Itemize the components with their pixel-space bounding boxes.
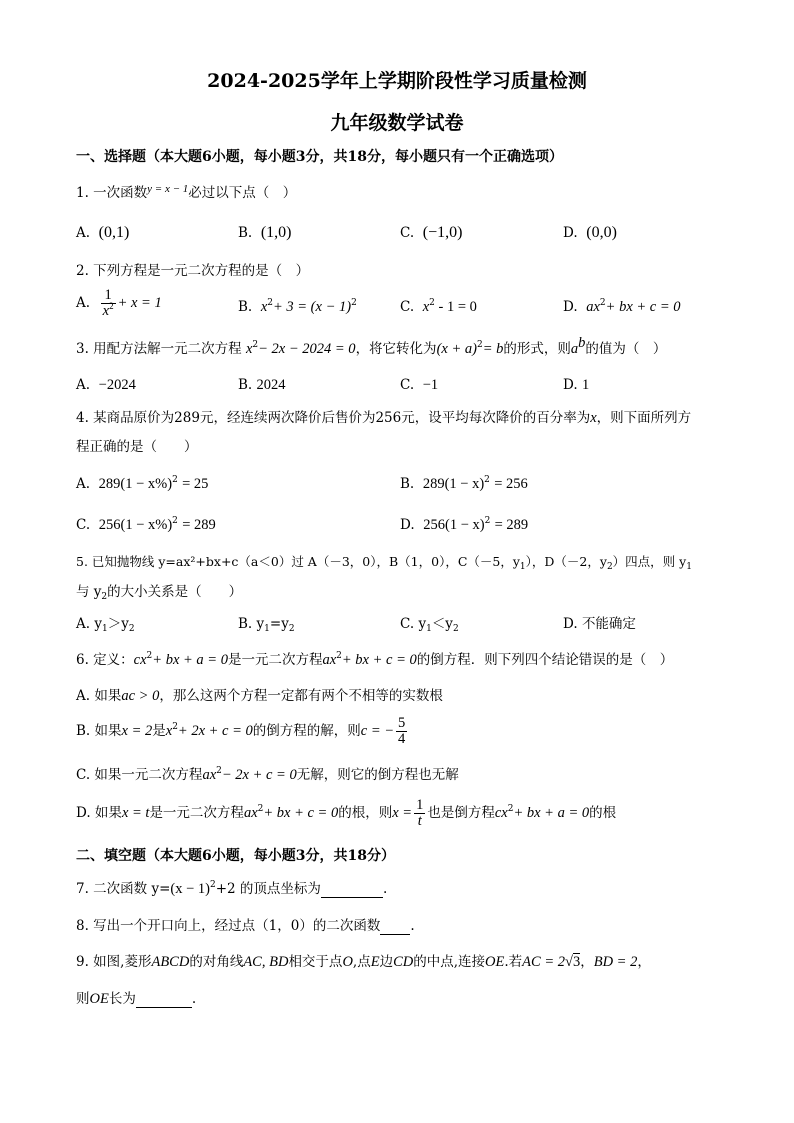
question-8 bbox=[76, 917, 415, 935]
question-5-stem-line2 bbox=[76, 583, 242, 601]
q5-sub4: 2 bbox=[101, 592, 108, 602]
q3-option-c-value: −1 bbox=[422, 377, 439, 393]
q6-a-post: ，那么这两个方程一定都有两个不相等的实数根 bbox=[159, 688, 443, 704]
q8-answer-blank[interactable] bbox=[380, 920, 410, 935]
q4-a-expr: 289(1 − x%) bbox=[98, 476, 173, 492]
q1-option-c[interactable] bbox=[400, 224, 462, 242]
q1-stem-post: 必过以下点（ ） bbox=[188, 185, 297, 201]
q3-option-b-value: 2024 bbox=[256, 377, 286, 393]
q6-b-eq-exp: 2 bbox=[172, 722, 178, 732]
q1-option-b-label: B. bbox=[238, 225, 253, 241]
q9-line2-pre: 则 bbox=[76, 991, 90, 1007]
q9-t3: ,点 bbox=[352, 954, 371, 970]
q1-option-c-value: (−1,0) bbox=[422, 224, 463, 241]
q1-option-c-label: C. bbox=[400, 225, 415, 241]
q7-pre: 7. 二次函数 y= bbox=[76, 881, 171, 897]
q5-b-sub2: 2 bbox=[288, 624, 295, 634]
q2-b-exp2: 2 bbox=[351, 298, 357, 308]
q3-option-a-label: A. bbox=[76, 377, 91, 393]
q9-line1-pre: 9. 如图,菱形 bbox=[76, 954, 152, 970]
q3-option-b[interactable] bbox=[238, 376, 286, 394]
q5-c-sub2: 2 bbox=[452, 624, 459, 634]
q5-mid: ），D（－2，y bbox=[525, 554, 607, 569]
q4-option-b-label: B. bbox=[400, 476, 415, 492]
q9-oe2: OE bbox=[89, 991, 109, 1007]
q5-option-c-label: C. bbox=[400, 616, 415, 632]
question-3-stem bbox=[76, 335, 667, 358]
q4-b-exp: 2 bbox=[484, 475, 490, 485]
question-6-stem bbox=[76, 651, 673, 669]
q9-t4: 边 bbox=[379, 954, 394, 970]
q1-option-a-value: (0,1) bbox=[98, 224, 130, 241]
q9-abcd: ABCD bbox=[151, 954, 190, 970]
q9-sqrt-sign: √ bbox=[565, 954, 573, 970]
q3-ab-base: a bbox=[570, 341, 579, 357]
q4-option-d[interactable] bbox=[400, 516, 528, 534]
q5-line1-end: ）四点，则 y bbox=[612, 554, 687, 569]
q4-b-rhs: = 256 bbox=[494, 476, 528, 492]
section-heading-choice: 一、选择题（本大题6小题，每小题3分，共18分，每小题只有一个正确选项） bbox=[76, 149, 563, 165]
q3-option-c-label: C. bbox=[400, 377, 415, 393]
q5-line2-pre: 与 y bbox=[76, 584, 102, 600]
q2-a-numerator: 1 bbox=[101, 288, 116, 304]
q6-d-numerator: 1 bbox=[416, 797, 424, 813]
q4-var: x bbox=[590, 410, 597, 426]
q6-d-mid: 是一元二次方程 bbox=[149, 805, 244, 821]
q5-c-sub: 1 bbox=[426, 624, 432, 634]
q9-t7: ， bbox=[580, 954, 594, 970]
question-9-line2 bbox=[76, 990, 196, 1008]
q9-t2: 相交于点 bbox=[288, 954, 343, 970]
q5-option-b-label: B. bbox=[238, 616, 253, 632]
q7-end: . bbox=[382, 881, 388, 897]
q5-option-d-label: D. bbox=[563, 616, 578, 632]
q2-c-pre: x bbox=[422, 299, 430, 315]
q9-t5: 的中点,连接 bbox=[413, 954, 486, 970]
q7-expr: (x − 1) bbox=[170, 881, 210, 897]
q2-option-d[interactable] bbox=[563, 298, 681, 316]
q6-b-math: x = 2 bbox=[121, 723, 153, 739]
q6-eq1-rest: + bx + a = 0 bbox=[152, 652, 228, 668]
q6-d-denominator: t bbox=[417, 813, 422, 829]
q6-option-d[interactable] bbox=[76, 798, 616, 829]
q6-eq2-rest: + bx + c = 0 bbox=[341, 652, 417, 668]
question-7 bbox=[76, 880, 387, 898]
q6-c-eq-exp: 2 bbox=[216, 766, 222, 776]
q5-a-rel: ＞y bbox=[107, 616, 129, 632]
q6-d-eq-rest: + bx + c = 0 bbox=[263, 805, 339, 821]
q3-option-d-label: D. bbox=[563, 377, 578, 393]
q5-option-a[interactable] bbox=[76, 615, 135, 633]
exam-subtitle: 九年级数学试卷 bbox=[330, 112, 464, 134]
q1-stem-pre: 1. 一次函数 bbox=[76, 185, 148, 201]
q6-b-denominator: 4 bbox=[398, 731, 406, 747]
q6-option-c[interactable] bbox=[76, 766, 459, 784]
question-4-stem-line2: 程正确的是（ ） bbox=[76, 439, 198, 455]
q6-stem-post: 的倒方程．则下列四个结论错误的是（ ） bbox=[416, 652, 674, 668]
q3-form-pre: (x + a) bbox=[436, 341, 477, 357]
q6-d-eq2-pre: cx bbox=[494, 805, 508, 821]
q9-o: O bbox=[342, 954, 353, 970]
q2-option-c-label: C. bbox=[400, 299, 415, 315]
question-4-stem-line1 bbox=[76, 409, 691, 427]
q6-d-post: 的根 bbox=[589, 805, 617, 821]
q2-option-b-label: B. bbox=[238, 299, 253, 315]
q2-a-rest: + x = 1 bbox=[117, 295, 162, 311]
q9-ac-eq: AC = 2 bbox=[522, 954, 565, 970]
q3-option-d-value: 1 bbox=[581, 377, 590, 393]
q6-d-mid2: 的根，则 bbox=[338, 805, 393, 821]
q2-d-exp: 2 bbox=[599, 298, 606, 308]
q1-function: y = x − 1 bbox=[147, 183, 189, 195]
q2-option-a[interactable] bbox=[76, 288, 162, 319]
q2-b-exp: 2 bbox=[267, 298, 273, 308]
q5-line1: 5. 已知抛物线 y=ax²+bx+c（a＜0）过 A（－3，0），B（1，0），C（－5，y bbox=[76, 554, 520, 569]
q5-option-a-label: A. bbox=[76, 616, 91, 632]
q6-a-pre: A. 如果 bbox=[76, 688, 122, 704]
q6-option-b[interactable] bbox=[76, 716, 409, 747]
q9-e: E bbox=[370, 954, 380, 970]
q3-form-rest: = b bbox=[482, 341, 504, 357]
q2-c-rest: - 1 = 0 bbox=[434, 299, 477, 315]
q4-d-exp: 2 bbox=[484, 516, 491, 526]
q5-b-text: y bbox=[256, 616, 265, 632]
q6-eq1-pre: cx bbox=[133, 652, 147, 668]
q9-oe: OE bbox=[485, 954, 505, 970]
q2-option-d-label: D. bbox=[563, 299, 578, 315]
q3-option-a-value: −2024 bbox=[98, 377, 136, 393]
question-5-stem-line1 bbox=[76, 553, 692, 571]
q2-option-b[interactable] bbox=[238, 298, 357, 316]
q1-option-d[interactable] bbox=[563, 224, 617, 242]
q5-line2-post: 的大小关系是（ ） bbox=[107, 584, 243, 600]
q4-line1-post: ，则下面所列方 bbox=[596, 410, 692, 426]
q5-sub3: 1 bbox=[686, 562, 692, 572]
q5-c-rel: ＜y bbox=[431, 616, 453, 632]
q2-a-den-exponent: 2 bbox=[109, 301, 114, 311]
q6-b-fraction bbox=[396, 716, 407, 747]
q1-option-a[interactable] bbox=[76, 224, 129, 242]
q9-t6: .若 bbox=[504, 954, 523, 970]
q4-a-exp: 2 bbox=[172, 475, 178, 485]
q1-option-b[interactable] bbox=[238, 224, 291, 242]
q9-acbd: AC, BD bbox=[243, 954, 289, 970]
q5-a-sub: 1 bbox=[101, 624, 108, 634]
q2-c-exp: 2 bbox=[429, 298, 435, 308]
q6-d-eq-pre: ax bbox=[243, 805, 258, 821]
q5-option-d[interactable] bbox=[563, 615, 636, 633]
q9-cd: CD bbox=[393, 954, 414, 970]
q1-option-d-label: D. bbox=[563, 225, 578, 241]
q3-option-d[interactable] bbox=[563, 376, 589, 394]
question-9-line1 bbox=[76, 953, 651, 971]
q9-t8: ， bbox=[637, 954, 651, 970]
q3-eq-pre: x bbox=[245, 341, 253, 357]
q9-t1: 的对角线 bbox=[189, 954, 244, 970]
q6-d-mid3: 也是倒方程 bbox=[427, 805, 495, 821]
q6-d-fraction bbox=[414, 798, 425, 829]
q6-d-math: x = t bbox=[121, 805, 150, 821]
q6-b-c: c = − bbox=[360, 723, 395, 739]
q3-stem-mid2: 的形式，则 bbox=[503, 341, 571, 357]
q3-form-exp: 2 bbox=[476, 340, 483, 350]
q3-option-c[interactable] bbox=[400, 376, 438, 394]
q8-pre: 8. 写出一个开口向上，经过点（1，0）的二次函数 bbox=[76, 918, 381, 934]
q3-eq-rest: − 2x − 2024 = 0 bbox=[258, 341, 356, 357]
q6-option-a[interactable] bbox=[76, 687, 443, 705]
section-heading-fill-in: 二、填空题（本大题6小题，每小题3分，共18分） bbox=[76, 848, 395, 864]
q9-line2-post: 长为 bbox=[108, 991, 136, 1007]
q6-d-eq-exp: 2 bbox=[257, 804, 264, 814]
q6-d-x: x = bbox=[392, 805, 413, 821]
q2-a-fraction bbox=[101, 288, 116, 319]
q9-answer-blank[interactable] bbox=[136, 993, 192, 1008]
q3-ab-exp: b bbox=[578, 335, 586, 351]
q5-option-c[interactable] bbox=[400, 615, 459, 633]
q6-stem-mid: 是一元二次方程 bbox=[227, 652, 323, 668]
q6-d-eq2-exp: 2 bbox=[507, 804, 514, 814]
question-2-stem: 2. 下列方程是一元二次方程的是（ ） bbox=[76, 263, 310, 279]
q4-option-c[interactable] bbox=[76, 516, 216, 534]
q6-eq2-exp: 2 bbox=[336, 651, 342, 661]
q1-option-d-value: (0,0) bbox=[586, 224, 617, 241]
q7-exp: 2 bbox=[210, 880, 216, 890]
q6-c-eq-pre: ax bbox=[202, 767, 217, 783]
q4-option-d-label: D. bbox=[400, 517, 415, 533]
q4-c-rhs: = 289 bbox=[182, 517, 216, 533]
q2-d-rest: + bx + c = 0 bbox=[605, 299, 681, 315]
q6-eq2-pre: ax bbox=[322, 652, 337, 668]
q3-option-b-label: B. bbox=[238, 377, 253, 393]
q4-option-c-label: C. bbox=[76, 517, 91, 533]
q5-b-sub: 1 bbox=[264, 624, 270, 634]
q6-b-pre: B. 如果 bbox=[76, 723, 122, 739]
q6-a-math: ac > 0 bbox=[121, 688, 160, 704]
q5-a-sub2: 2 bbox=[128, 624, 135, 634]
q3-option-a[interactable] bbox=[76, 376, 136, 394]
q9-bd-eq: BD = 2 bbox=[593, 954, 638, 970]
q6-eq1-exp: 2 bbox=[146, 651, 153, 661]
q2-a-denominator: x bbox=[102, 303, 110, 319]
q6-b-numerator: 5 bbox=[398, 715, 406, 731]
q6-d-eq2-rest: + bx + a = 0 bbox=[513, 805, 590, 821]
q3-stem-pre: 3. 用配方法解一元二次方程 bbox=[76, 341, 242, 357]
q6-b-mid2: 的倒方程的解，则 bbox=[252, 723, 361, 739]
q4-d-rhs: = 289 bbox=[494, 517, 529, 533]
q2-option-c[interactable] bbox=[400, 298, 477, 316]
q4-option-a-label: A. bbox=[76, 476, 91, 492]
q5-c-text: y bbox=[418, 616, 427, 632]
q5-d-text: 不能确定 bbox=[581, 616, 636, 632]
q6-b-mid: 是 bbox=[152, 723, 166, 739]
q6-c-post: 无解，则它的倒方程也无解 bbox=[296, 767, 459, 783]
q6-c-eq-rest: − 2x + c = 0 bbox=[221, 767, 297, 783]
q8-end: . bbox=[410, 918, 415, 934]
q5-sub1: 1 bbox=[519, 562, 526, 572]
q6-c-pre: C. 如果一元二次方程 bbox=[76, 767, 203, 783]
q4-line1-pre: 4. 某商品原价为289元，经连续两次降价后售价为256元，设平均每次降价的百分率为 bbox=[76, 410, 591, 426]
q9-end: . bbox=[191, 991, 197, 1007]
q3-stem-mid: ，将它转化为 bbox=[355, 341, 437, 357]
q5-a-text: y bbox=[94, 616, 102, 632]
q4-c-exp: 2 bbox=[172, 516, 178, 526]
q6-b-eq-rest: + 2x + c = 0 bbox=[177, 723, 253, 739]
exam-title: 2024-2025学年上学期阶段性学习质量检测 bbox=[207, 70, 587, 92]
q2-b-mid: + 3 = (x − 1) bbox=[272, 299, 352, 315]
q7-answer-blank[interactable] bbox=[321, 883, 383, 898]
q4-option-b[interactable] bbox=[400, 475, 528, 493]
q2-d-pre: ax bbox=[586, 299, 600, 315]
q4-c-expr: 256(1 − x%) bbox=[98, 517, 173, 533]
q6-stem-pre: 6. 定义： bbox=[76, 652, 134, 668]
q4-a-rhs: = 25 bbox=[182, 476, 209, 492]
question-1-stem bbox=[76, 180, 296, 202]
q7-post: +2 的顶点坐标为 bbox=[215, 881, 321, 897]
q4-d-expr: 256(1 − x) bbox=[423, 517, 485, 533]
q4-option-a[interactable] bbox=[76, 475, 208, 493]
q3-eq-exp: 2 bbox=[252, 340, 259, 350]
q2-b-pre: x bbox=[260, 299, 268, 315]
q3-stem-post: 的值为（ ） bbox=[585, 341, 667, 357]
q5-option-b[interactable] bbox=[238, 615, 295, 633]
q1-option-b-value: (1,0) bbox=[260, 224, 292, 241]
q1-option-a-label: A. bbox=[76, 225, 91, 241]
q5-b-rel: =y bbox=[269, 616, 289, 632]
q6-b-eq-pre: x bbox=[165, 723, 173, 739]
q9-sqrt-value: 3 bbox=[572, 954, 581, 970]
q5-sub2: 2 bbox=[606, 562, 613, 572]
q6-d-pre: D. 如果 bbox=[76, 805, 122, 821]
q4-b-expr: 289(1 − x) bbox=[422, 476, 485, 492]
q2-option-a-label: A. bbox=[76, 295, 91, 311]
